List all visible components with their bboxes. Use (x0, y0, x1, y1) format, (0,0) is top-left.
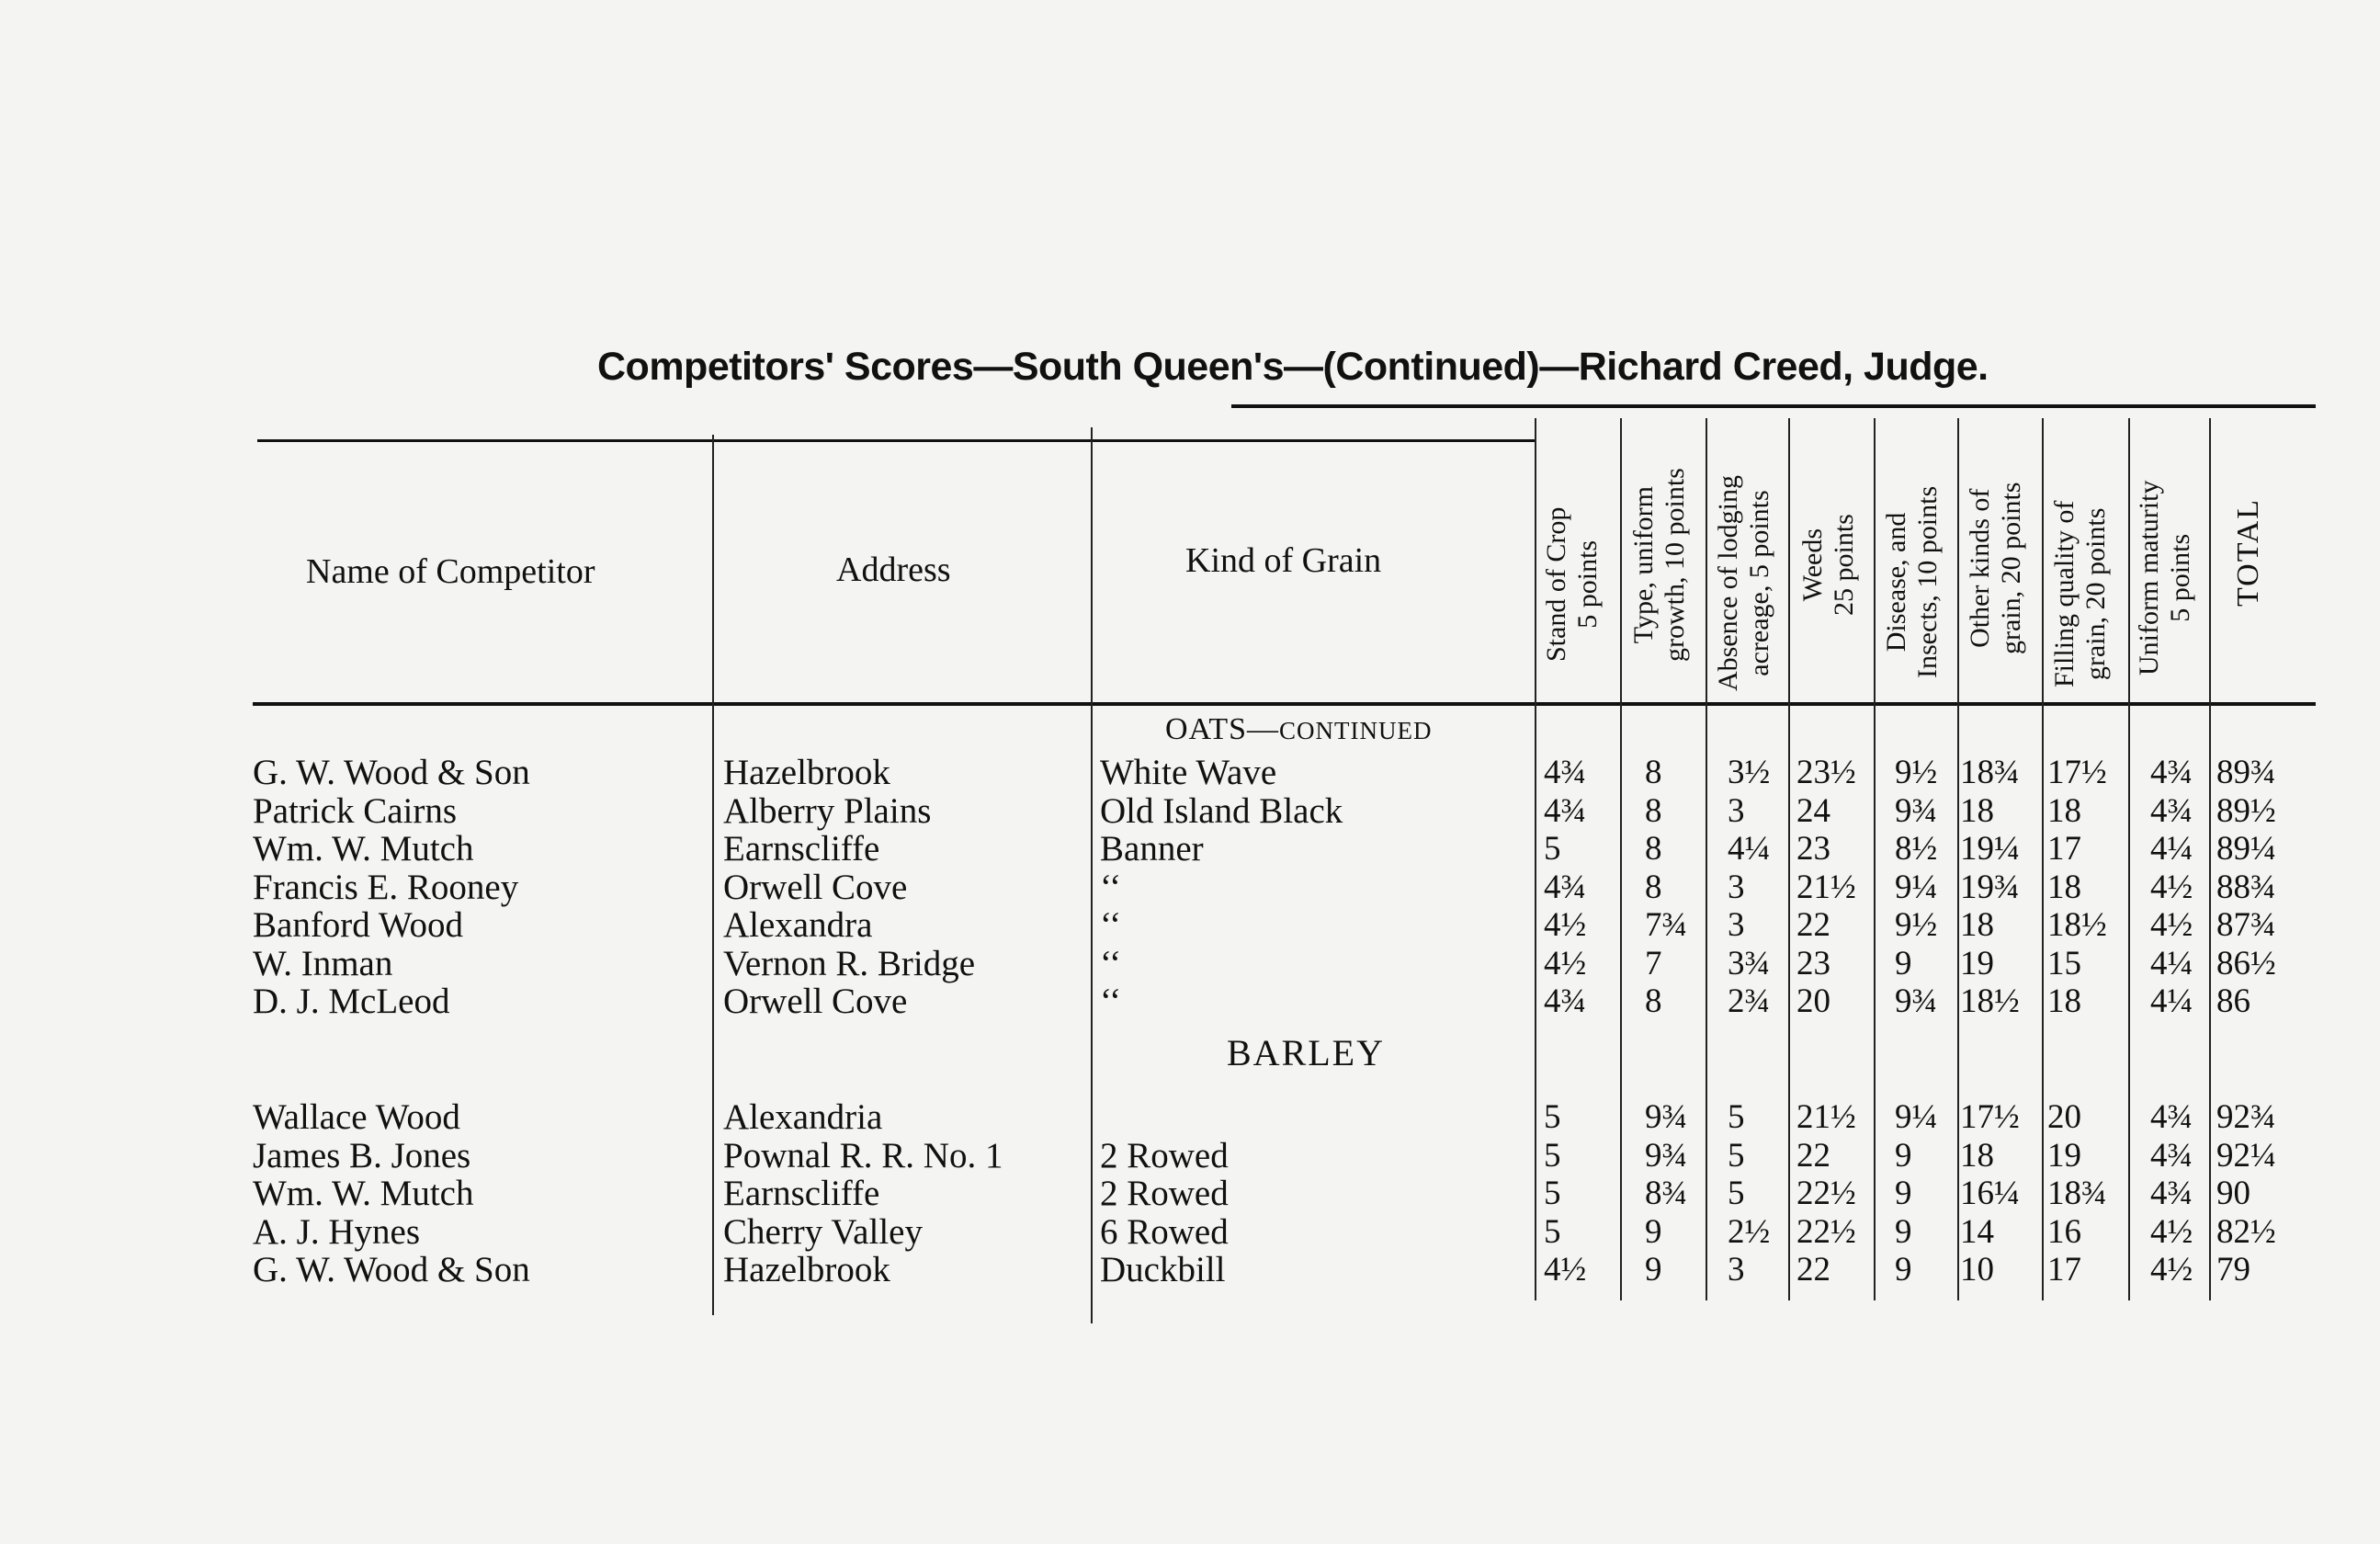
oats-row-other: 18½ (1960, 982, 2020, 1020)
oats-row-kind: Banner (1100, 829, 1204, 868)
oats-row-name: Patrick Cairns (253, 790, 458, 831)
oats-row-filling: 18 (2047, 868, 2081, 906)
oats-row-address: Orwell Cove (723, 982, 908, 1021)
barley-row-type: 9¾ (1645, 1136, 1688, 1175)
oats-row-address: Alexandra (723, 905, 873, 945)
oats-row-kind: White Wave (1100, 753, 1277, 792)
oats-row-filling: 17½ (2047, 754, 2107, 791)
barley-row-kind: 2 Rowed (1100, 1174, 1229, 1213)
header-lodging: Absence of lodging acreage, 5 points (1713, 475, 1774, 691)
oats-row-address: Alberry Plains (723, 790, 932, 831)
oats-row-lodging: 3 (1728, 791, 1745, 830)
barley-row-weeds: 22 (1796, 1136, 1830, 1175)
section-barley: BARLEY (1227, 1032, 1385, 1073)
barley-row-stand: 5 (1544, 1212, 1561, 1251)
barley-row-weeds: 21½ (1796, 1098, 1856, 1136)
oats-row-stand: 5 (1544, 830, 1561, 868)
barley-row-total: 90 (2216, 1175, 2250, 1212)
barley-row-maturity: 4¾ (2150, 1136, 2193, 1175)
oats-row-maturity: 4¾ (2150, 791, 2193, 830)
barley-row-type: 9¾ (1645, 1098, 1688, 1136)
col-divider (2209, 418, 2211, 1300)
oats-row-filling: 15 (2047, 944, 2081, 982)
oats-row-name: W. Inman (253, 943, 393, 983)
oats-row-weeds: 24 (1796, 791, 1830, 830)
oats-row-lodging: 3 (1728, 868, 1745, 906)
oats-row-weeds: 21½ (1796, 868, 1856, 906)
oats-row-name: G. W. Wood & Son (253, 753, 530, 792)
oats-row-lodging: 3 (1728, 906, 1745, 944)
barley-row-type: 9 (1645, 1251, 1662, 1289)
oats-row-stand: 4¾ (1544, 868, 1587, 906)
table-top-rule (257, 439, 1535, 442)
oats-row-disease: 9¾ (1895, 791, 1938, 830)
barley-row-disease: 9 (1895, 1136, 1912, 1175)
header-kind: Kind of Grain (1185, 541, 1382, 580)
barley-row-kind: 2 Rowed (1100, 1135, 1229, 1175)
barley-row-disease: 9 (1895, 1251, 1912, 1289)
oats-row-lodging: 3¾ (1728, 944, 1771, 982)
oats-row-stand: 4¾ (1544, 754, 1587, 791)
oats-row-total: 86½ (2216, 944, 2276, 982)
col-divider (1620, 418, 1622, 1300)
barley-row-stand: 5 (1544, 1175, 1561, 1212)
col-divider (712, 435, 714, 1315)
oats-row-other: 19 (1960, 944, 1994, 982)
barley-row-disease: 9 (1895, 1212, 1912, 1251)
header-weeds: Weeds 25 points (1797, 514, 1859, 616)
oats-row-stand: 4¾ (1544, 982, 1587, 1020)
barley-row-filling: 20 (2047, 1098, 2081, 1136)
barley-row-stand: 5 (1544, 1136, 1561, 1175)
barley-row-lodging: 5 (1728, 1175, 1745, 1212)
barley-row-other: 18 (1960, 1136, 1994, 1175)
oats-row-type: 8 (1645, 868, 1662, 906)
col-divider (2128, 418, 2130, 1300)
barley-row-disease: 9¼ (1895, 1098, 1938, 1136)
header-disease: Disease, and Insects, 10 points (1881, 485, 1943, 678)
oats-row-name: Francis E. Rooney (253, 867, 519, 907)
oats-row-disease: 9¼ (1895, 868, 1938, 906)
barley-row-address: Pownal R. R. No. 1 (723, 1135, 1003, 1175)
oats-row-total: 89½ (2216, 791, 2276, 830)
oats-row-filling: 18 (2047, 982, 2081, 1020)
oats-row-lodging: 2¾ (1728, 982, 1771, 1020)
header-total: TOTAL (2231, 497, 2265, 607)
oats-row-other: 18 (1960, 791, 1994, 830)
oats-row-weeds: 20 (1796, 982, 1830, 1020)
header-maturity: Uniform maturity 5 points (2134, 480, 2195, 676)
barley-row-type: 9 (1645, 1212, 1662, 1251)
barley-row-maturity: 4¾ (2150, 1175, 2193, 1212)
col-divider (1788, 418, 1790, 1300)
oats-row-disease: 9½ (1895, 906, 1938, 944)
oats-row-disease: 9½ (1895, 754, 1938, 791)
barley-row-total: 92¾ (2216, 1098, 2276, 1136)
barley-row-filling: 17 (2047, 1251, 2081, 1289)
barley-row-name: Wallace Wood (253, 1097, 460, 1137)
oats-row-type: 8 (1645, 830, 1662, 868)
col-divider (1091, 427, 1093, 1323)
barley-row-weeds: 22½ (1796, 1175, 1856, 1212)
oats-row-maturity: 4¼ (2150, 982, 2193, 1020)
barley-row-other: 14 (1960, 1212, 1994, 1251)
oats-row-total: 89¾ (2216, 754, 2276, 791)
col-divider (1706, 418, 1707, 1300)
header-name: Name of Competitor (306, 552, 595, 591)
oats-row-type: 8 (1645, 791, 1662, 830)
section-oats: OATS—CONTINUED (1165, 712, 1433, 746)
oats-row-lodging: 3½ (1728, 754, 1771, 791)
oats-row-weeds: 23½ (1796, 754, 1856, 791)
oats-row-kind: Old Island Black (1100, 790, 1343, 831)
oats-row-disease: 9¾ (1895, 982, 1938, 1020)
oats-row-address: Orwell Cove (723, 867, 908, 907)
oats-row-total: 87¾ (2216, 906, 2276, 944)
barley-row-lodging: 2½ (1728, 1212, 1771, 1251)
oats-row-disease: 9 (1895, 944, 1912, 982)
oats-row-disease: 8½ (1895, 830, 1938, 868)
oats-row-stand: 4¾ (1544, 791, 1587, 830)
oats-row-stand: 4½ (1544, 906, 1587, 944)
oats-row-other: 18 (1960, 906, 1994, 944)
oats-row-weeds: 22 (1796, 906, 1830, 944)
oats-row-type: 8 (1645, 982, 1662, 1020)
barley-row-stand: 5 (1544, 1098, 1561, 1136)
oats-row-filling: 17 (2047, 830, 2081, 868)
oats-row-total: 86 (2216, 982, 2250, 1020)
header-other: Other kinds of grain, 20 points (1965, 482, 2026, 654)
barley-row-maturity: 4¾ (2150, 1098, 2193, 1136)
col-divider (1874, 418, 1876, 1300)
oats-row-maturity: 4½ (2150, 868, 2193, 906)
oats-row-stand: 4½ (1544, 944, 1587, 982)
oats-row-address: Hazelbrook (723, 753, 890, 792)
barley-row-type: 8¾ (1645, 1175, 1688, 1212)
page-title: Competitors' Scores—South Queen's—(Continued)—Richard Creed, Judge. (597, 345, 1989, 389)
barley-row-filling: 18¾ (2047, 1175, 2107, 1212)
barley-row-lodging: 5 (1728, 1136, 1745, 1175)
oats-row-maturity: 4¼ (2150, 944, 2193, 982)
barley-row-name: G. W. Wood & Son (253, 1250, 530, 1289)
col-divider (1535, 418, 1536, 1300)
oats-row-filling: 18½ (2047, 906, 2107, 944)
oats-row-type: 7¾ (1645, 906, 1688, 944)
oats-row-maturity: 4¾ (2150, 754, 2193, 791)
oats-row-other: 18¾ (1960, 754, 2020, 791)
barley-row-weeds: 22 (1796, 1251, 1830, 1289)
barley-row-name: James B. Jones (253, 1135, 471, 1175)
oats-row-lodging: 4¼ (1728, 830, 1771, 868)
barley-row-maturity: 4½ (2150, 1212, 2193, 1251)
barley-row-filling: 16 (2047, 1212, 2081, 1251)
header-type: Type, uniform growth, 10 points (1628, 468, 1690, 662)
oats-row-type: 8 (1645, 754, 1662, 791)
col-divider (1957, 418, 1959, 1300)
header-stand: Stand of Crop 5 points (1541, 506, 1603, 662)
oats-row-total: 88¾ (2216, 868, 2276, 906)
oats-row-weeds: 23 (1796, 944, 1830, 982)
header-address: Address (836, 551, 951, 589)
barley-row-address: Earnscliffe (723, 1174, 880, 1213)
oats-row-type: 7 (1645, 944, 1662, 982)
oats-row-kind: ‘‘ (1100, 905, 1122, 945)
barley-row-name: Wm. W. Mutch (253, 1174, 474, 1213)
col-divider (2042, 418, 2044, 1300)
header-bottom-rule (253, 702, 2316, 706)
barley-row-kind: 6 Rowed (1100, 1211, 1229, 1252)
barley-row-other: 16¼ (1960, 1175, 2020, 1212)
oats-row-kind: ‘‘ (1100, 943, 1122, 983)
oats-row-address: Earnscliffe (723, 829, 880, 868)
barley-row-stand: 4½ (1544, 1251, 1587, 1289)
table-top-rule-right (1231, 404, 2316, 408)
oats-row-total: 89¼ (2216, 830, 2276, 868)
barley-row-address: Cherry Valley (723, 1211, 923, 1252)
oats-row-address: Vernon R. Bridge (723, 943, 976, 983)
barley-row-kind: Duckbill (1100, 1250, 1226, 1289)
oats-row-kind: ‘‘ (1100, 982, 1122, 1021)
barley-row-address: Hazelbrook (723, 1250, 890, 1289)
barley-row-total: 92¼ (2216, 1136, 2276, 1175)
oats-row-kind: ‘‘ (1100, 867, 1122, 907)
oats-row-other: 19¾ (1960, 868, 2020, 906)
barley-row-address: Alexandria (723, 1097, 883, 1137)
barley-row-lodging: 3 (1728, 1251, 1745, 1289)
header-filling: Filling quality of grain, 20 points (2049, 500, 2111, 687)
barley-row-name: A. J. Hynes (253, 1211, 420, 1252)
oats-row-weeds: 23 (1796, 830, 1830, 868)
oats-row-other: 19¼ (1960, 830, 2020, 868)
barley-row-filling: 19 (2047, 1136, 2081, 1175)
oats-row-name: D. J. McLeod (253, 982, 450, 1021)
oats-row-filling: 18 (2047, 791, 2081, 830)
barley-row-total: 79 (2216, 1251, 2250, 1289)
barley-row-maturity: 4½ (2150, 1251, 2193, 1289)
barley-row-total: 82½ (2216, 1212, 2276, 1251)
barley-row-disease: 9 (1895, 1175, 1912, 1212)
barley-row-weeds: 22½ (1796, 1212, 1856, 1251)
oats-row-name: Banford Wood (253, 905, 464, 945)
barley-row-other: 17½ (1960, 1098, 2020, 1136)
barley-row-lodging: 5 (1728, 1098, 1745, 1136)
barley-row-other: 10 (1960, 1251, 1994, 1289)
oats-row-name: Wm. W. Mutch (253, 829, 474, 868)
oats-row-maturity: 4¼ (2150, 830, 2193, 868)
oats-row-maturity: 4½ (2150, 906, 2193, 944)
